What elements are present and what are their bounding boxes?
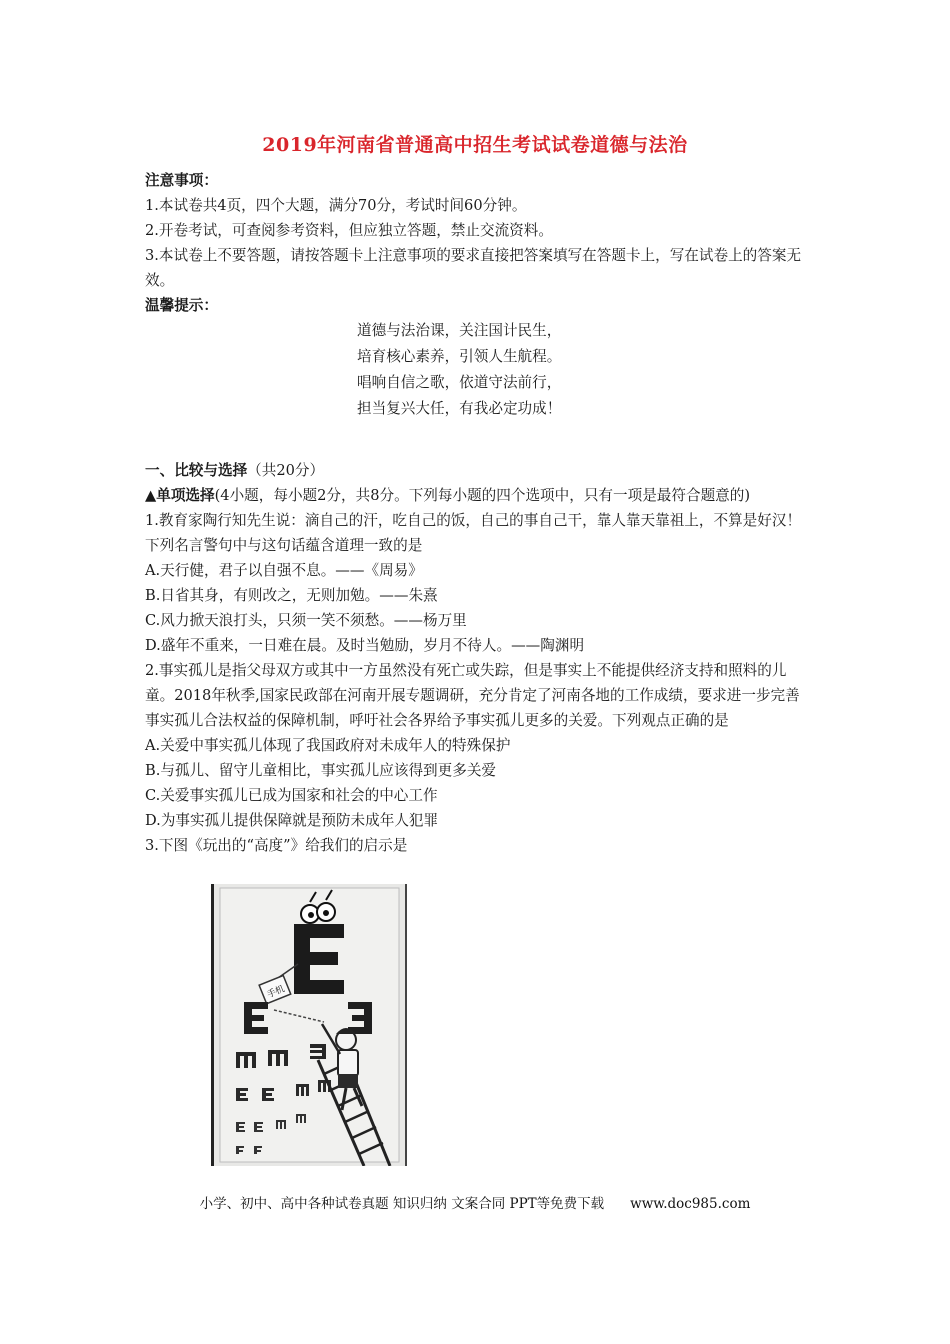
poem-line: 道德与法治课，关注国计民生， bbox=[357, 322, 562, 339]
tag-label: 手机 bbox=[265, 984, 287, 1001]
question-stem: 3.下图《玩出的“高度”》给我们的启示是 bbox=[145, 837, 408, 854]
question-option: D.为事实孤儿提供保障就是预防未成年人犯罪 bbox=[145, 812, 439, 829]
page-footer bbox=[0, 1192, 950, 1212]
note-item: 1.本试卷共4页，四个大题，满分70分，考试时间60分钟。 bbox=[145, 197, 527, 214]
eye-chart-cartoon-icon bbox=[214, 884, 405, 1166]
question-option: D.盛年不重来，一日难在晨。及时当勉励，岁月不待人。——陶渊明 bbox=[145, 637, 585, 654]
question-stem: 2.事实孤儿是指父母双方或其中一方虽然没有死亡或失踪，但是事实上不能提供经济支持和照料的儿童。2018年秋季,国家民政部在河南开展专题调研，充分肯定了河南各地的工作成绩，要求进一步完善事实孤儿合法权益的保障机制，呼吁社会各界给予事实孤儿更多的关爱。下列观点正确的是 bbox=[145, 662, 800, 729]
note-item: 3.本试卷上不要答题，请按答题卡上注意事项的要求直接把答案填写在答题卡上，写在试卷上的答案无效。 bbox=[145, 247, 802, 289]
question-option: A.天行健，君子以自强不息。——《周易》 bbox=[145, 562, 423, 579]
subsection-heading bbox=[145, 483, 805, 508]
note-item: 2.开卷考试，可查阅参考资料，但应独立答题，禁止交流资料。 bbox=[145, 222, 553, 239]
question-option: C.关爱事实孤儿已成为国家和社会的中心工作 bbox=[145, 787, 438, 804]
cartoon-figure bbox=[211, 884, 407, 1166]
footer-url[interactable]: www.doc985.com bbox=[630, 1196, 751, 1212]
poem-line: 担当复兴大任，有我必定功成！ bbox=[357, 400, 562, 417]
notes-heading: 注意事项： bbox=[145, 172, 218, 189]
question-option: B.日省其身，有则改之，无则加勉。——朱熹 bbox=[145, 587, 438, 604]
question-option: A.关爱中事实孤儿体现了我国政府对未成年人的特殊保护 bbox=[145, 737, 511, 754]
section-score: （共20分） bbox=[247, 462, 325, 479]
section-heading bbox=[145, 458, 805, 483]
question-option: B.与孤儿、留守儿童相比，事实孤儿应该得到更多关爱 bbox=[145, 762, 497, 779]
section-title: 一、比较与选择 bbox=[145, 462, 248, 479]
tips-heading: 温馨提示： bbox=[145, 297, 218, 314]
tips-poem bbox=[357, 318, 805, 422]
footer-text: 小学、初中、高中各种试卷真题 知识归纳 文案合同 PPT等免费下载 bbox=[199, 1196, 605, 1212]
question-option: C.风力掀天浪打头，只须一笑不须愁。——杨万里 bbox=[145, 612, 467, 629]
subsection-title: ▲单项选择 bbox=[145, 487, 215, 504]
exam-content bbox=[145, 168, 805, 858]
subsection-desc: (4小题，每小题2分，共8分。下列每小题的四个选项中，只有一项是最符合题意的) bbox=[214, 487, 751, 504]
question-stem: 1.教育家陶行知先生说：滴自己的汗，吃自己的饭，自己的事自己干，靠人靠天靠祖上，不算是好汉！下列名言警句中与这句话蕴含道理一致的是 bbox=[145, 512, 802, 554]
page-title: 2019年河南省普通高中招生考试试卷道德与法治 bbox=[262, 134, 688, 156]
poem-line: 培育核心素养，引领人生航程。 bbox=[357, 348, 562, 365]
poem-line: 唱响自信之歌，依道守法前行， bbox=[357, 374, 562, 391]
